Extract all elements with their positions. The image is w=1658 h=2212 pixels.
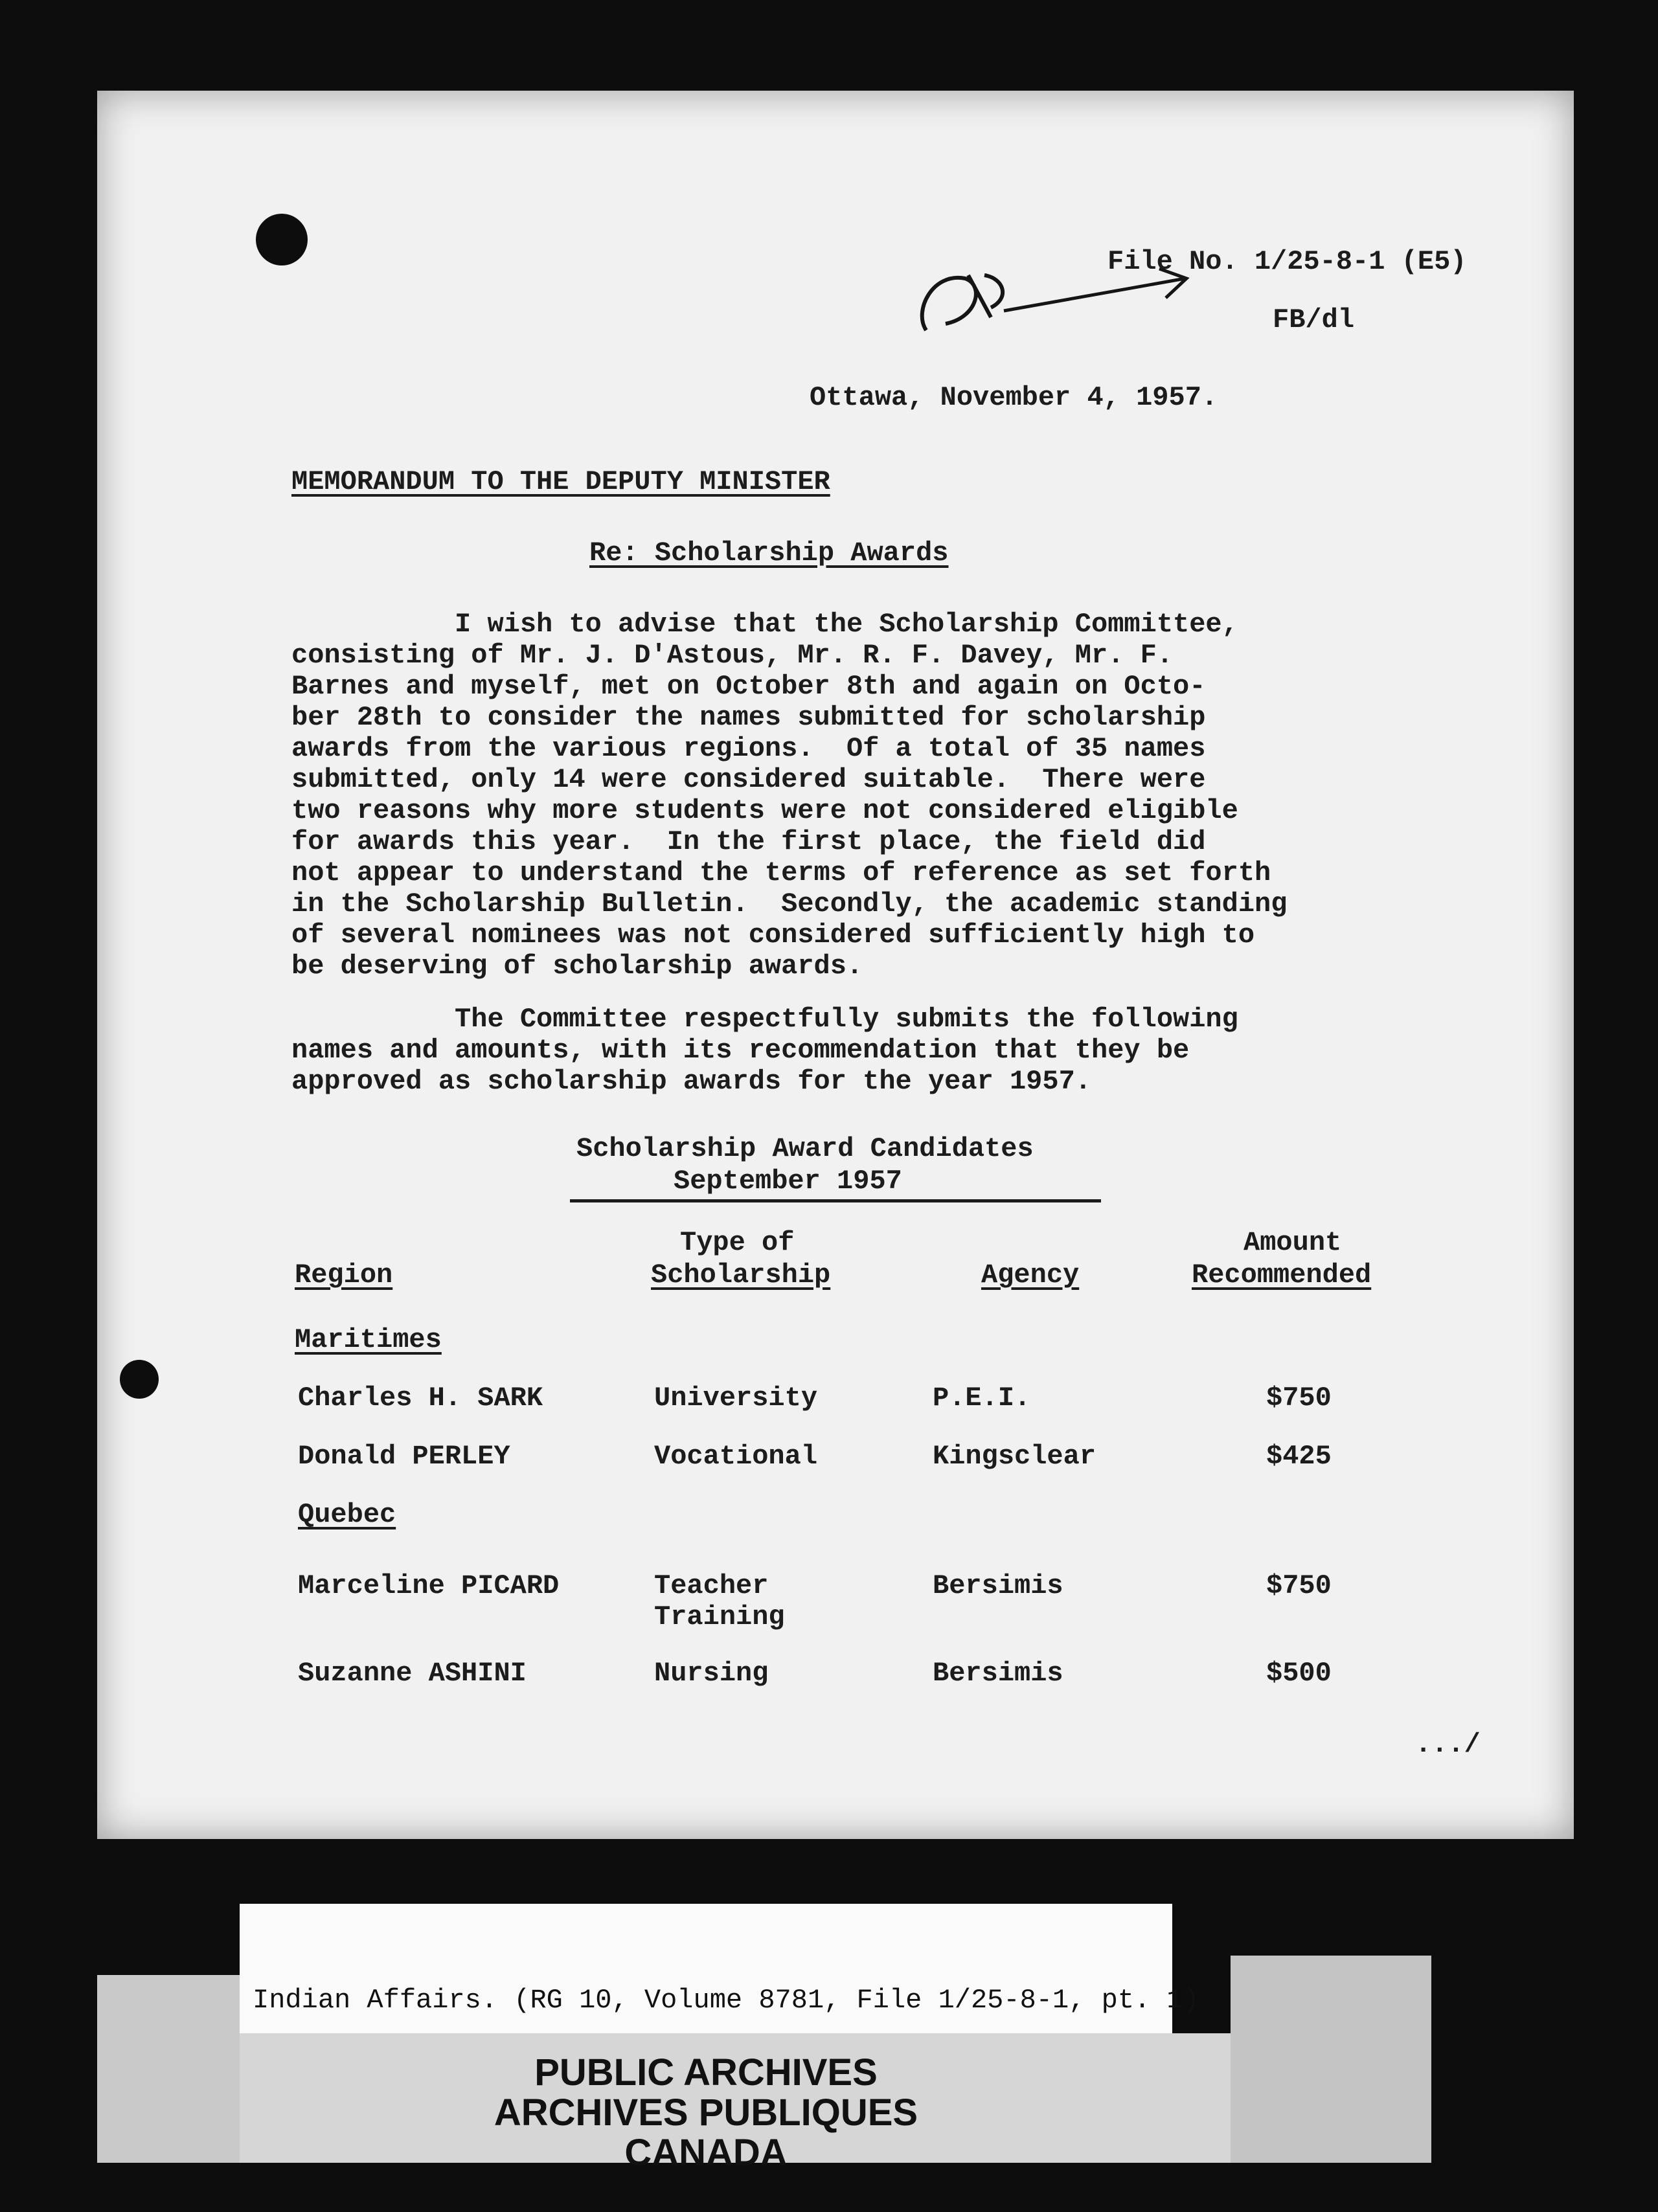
archive-label: Indian Affairs. (RG 10, Volume 8781, File 1/25-8-1, pt. 1): [253, 1985, 1199, 2016]
paragraph-1-line: of several nominees was not considered sufficiently high to: [291, 920, 1255, 951]
amount: $750: [1266, 1570, 1332, 1601]
scholarship-type: Teacher Training: [654, 1570, 785, 1632]
file-number: File No. 1/25-8-1 (E5): [1107, 246, 1467, 277]
paragraph-1-line: awards from the various regions. Of a total of 35 names: [291, 733, 1206, 764]
header-region: Region: [295, 1259, 393, 1291]
punch-hole-top: [256, 214, 308, 265]
amount: $750: [1266, 1382, 1332, 1414]
candidate-name: Suzanne ASHINI: [298, 1658, 527, 1689]
paragraph-1-line: submitted, only 14 were considered suitable. There were: [291, 764, 1206, 795]
paragraph-1-line: not appear to understand the terms of reference as set forth: [291, 857, 1271, 888]
agency: Bersimis: [933, 1570, 1063, 1601]
paragraph-1-line: two reasons why more students were not considered eligible: [291, 795, 1238, 826]
punch-hole-middle: [120, 1360, 159, 1399]
paragraph-1-line: consisting of Mr. J. D'Astous, Mr. R. F. Davey, Mr. F.: [291, 640, 1174, 671]
paragraph-1-line: ber 28th to consider the names submitted for scholarship: [291, 702, 1206, 733]
agency: Kingsclear: [933, 1441, 1096, 1472]
date-line: Ottawa, November 4, 1957.: [810, 382, 1218, 413]
region-group-label: Maritimes: [295, 1324, 442, 1355]
continuation-mark: .../: [1415, 1729, 1481, 1760]
candidate-name: Donald PERLEY: [298, 1441, 510, 1472]
paragraph-2-line: names and amounts, with its recommendation that they be: [291, 1035, 1190, 1066]
archive-backing-right: [1231, 1956, 1431, 2163]
paragraph-1-line: I wish to advise that the Scholarship Committee,: [291, 609, 1238, 640]
memo-heading: MEMORANDUM TO THE DEPUTY MINISTER: [291, 466, 830, 497]
agency: Bersimis: [933, 1658, 1063, 1689]
paragraph-1-line: Barnes and myself, met on October 8th and again on Octo-: [291, 671, 1206, 702]
archives-stamp: [414, 2053, 997, 2173]
scholarship-type: University: [654, 1382, 818, 1414]
paragraph-1-line: be deserving of scholarship awards.: [291, 951, 863, 982]
stamp-line-1: PUBLIC ARCHIVES: [534, 2051, 878, 2094]
candidate-name: Marceline PICARD: [298, 1570, 560, 1601]
stamp-line-2: ARCHIVES PUBLIQUES: [494, 2092, 918, 2134]
memo-subject: Re: Scholarship Awards: [589, 537, 949, 569]
header-amount-line1: Amount: [1244, 1227, 1342, 1258]
document-page: [97, 91, 1574, 1839]
table-title-rule: [570, 1199, 1101, 1202]
stamp-line-3: CANADA: [624, 2132, 788, 2174]
paragraph-2-line: The Committee respectfully submits the following: [291, 1004, 1238, 1035]
paragraph-2-line: approved as scholarship awards for the year 1957.: [291, 1066, 1092, 1097]
candidate-name: Charles H. SARK: [298, 1382, 543, 1414]
table-subtitle: September 1957: [674, 1166, 902, 1197]
scholarship-type: Nursing: [654, 1658, 769, 1689]
agency: P.E.I.: [933, 1382, 1031, 1414]
amount: $500: [1266, 1658, 1332, 1689]
header-type-line2: Scholarship: [651, 1259, 831, 1291]
paragraph-1-line: for awards this year. In the first place, the field did: [291, 826, 1206, 857]
amount: $425: [1266, 1441, 1332, 1472]
handwritten-initials: PA: [933, 276, 946, 288]
archive-backing-left: [97, 1975, 246, 2163]
scholarship-type: Vocational: [654, 1441, 818, 1472]
region-group-label: Quebec: [298, 1499, 396, 1530]
file-initials: FB/dl: [1273, 304, 1355, 335]
header-type-line1: Type of: [680, 1227, 795, 1258]
table-title: Scholarship Award Candidates: [576, 1133, 1034, 1164]
paragraph-1-line: in the Scholarship Bulletin. Secondly, the academic standing: [291, 888, 1288, 920]
header-agency: Agency: [981, 1259, 1080, 1291]
header-amount-line2: Recommended: [1192, 1259, 1372, 1291]
